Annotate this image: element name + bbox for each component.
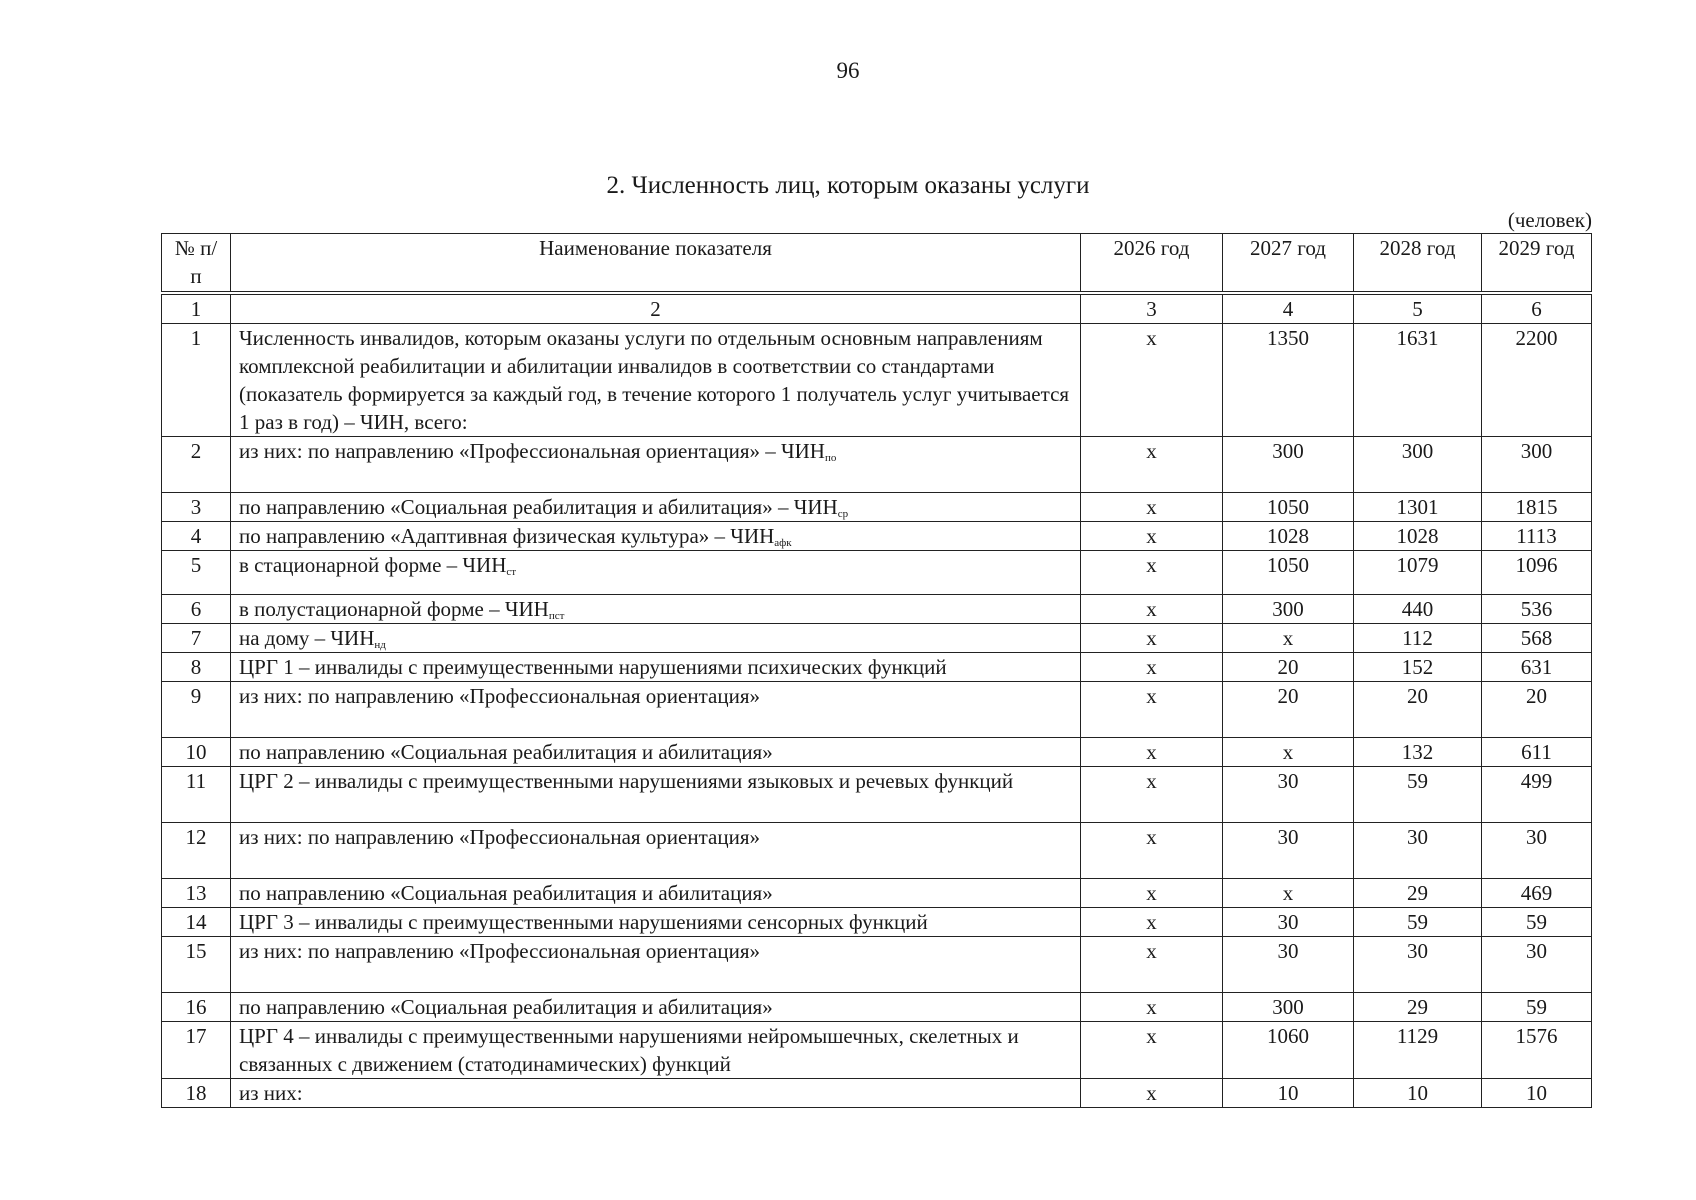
row-number: 10 [162, 737, 231, 766]
value-2027: 20 [1223, 652, 1354, 681]
value-2026: х [1081, 936, 1223, 992]
header-row [162, 234, 1592, 293]
value-2029: 1576 [1482, 1021, 1592, 1078]
value-2027: 300 [1223, 992, 1354, 1021]
value-2028: 1129 [1354, 1021, 1482, 1078]
column-number: 3 [1081, 293, 1223, 324]
indicator-text: по направлению «Адаптивная физическая культура» – ЧИН [239, 523, 775, 548]
indicator-text: по направлению «Социальная реабилитация и абилитация» [239, 880, 773, 905]
value-2026: х [1081, 766, 1223, 822]
value-2029: 1113 [1482, 521, 1592, 550]
value-2028: 29 [1354, 992, 1482, 1021]
value-2026: х [1081, 652, 1223, 681]
table-row [162, 623, 1592, 652]
value-2026: х [1081, 521, 1223, 550]
table-row [162, 878, 1592, 907]
value-2026: х [1081, 594, 1223, 623]
header-name: Наименование показателя [231, 234, 1081, 293]
column-number: 2 [231, 293, 1081, 324]
table-row [162, 737, 1592, 766]
value-2028: 1631 [1354, 323, 1482, 436]
value-2029: 30 [1482, 822, 1592, 878]
table-title: 2. Численность лиц, которым оказаны услуги [606, 172, 1090, 199]
row-number: 9 [162, 681, 231, 737]
value-2029: 2200 [1482, 323, 1592, 436]
header-2028: 2028 год [1354, 234, 1482, 293]
value-2026: х [1081, 323, 1223, 436]
indicator-subscript: нд [374, 638, 386, 651]
table-row [162, 521, 1592, 550]
value-2028: 440 [1354, 594, 1482, 623]
value-2028: 20 [1354, 681, 1482, 737]
table-row [162, 1021, 1592, 1078]
value-2026: х [1081, 907, 1223, 936]
table-row [162, 594, 1592, 623]
row-number: 3 [162, 492, 231, 521]
value-2029: 30 [1482, 936, 1592, 992]
row-number: 14 [162, 907, 231, 936]
column-number: 5 [1354, 293, 1482, 324]
indicator-text: ЦРГ 2 – инвалиды с преимущественными нарушениями языковых и речевых функций [239, 768, 1014, 793]
indicator-subscript: по [824, 451, 837, 464]
indicator-name [231, 936, 1081, 992]
indicator-name [231, 907, 1081, 936]
indicator-name [231, 323, 1081, 436]
value-2028: 29 [1354, 878, 1482, 907]
value-2027: 30 [1223, 907, 1354, 936]
indicator-subscript: ст [506, 565, 517, 578]
row-number: 18 [162, 1078, 231, 1107]
indicator-text: из них: по направлению «Профессиональная ориентация» [239, 683, 760, 708]
table-row [162, 681, 1592, 737]
indicator-name [231, 737, 1081, 766]
indicator-text: на дому – ЧИН [239, 625, 375, 650]
indicator-name [231, 1078, 1081, 1107]
value-2027: 1050 [1223, 492, 1354, 521]
indicator-text: из них: по направлению «Профессиональная ориентация» [239, 938, 760, 963]
page-number: 96 [836, 58, 860, 83]
table-row [162, 936, 1592, 992]
value-2026: х [1081, 737, 1223, 766]
value-2026: х [1081, 822, 1223, 878]
row-number: 12 [162, 822, 231, 878]
value-2028: 132 [1354, 737, 1482, 766]
table-row [162, 550, 1592, 594]
value-2027: 300 [1223, 594, 1354, 623]
value-2029: 499 [1482, 766, 1592, 822]
indicator-text: по направлению «Социальная реабилитация и абилитация» [239, 739, 773, 764]
row-number: 11 [162, 766, 231, 822]
header-2029: 2029 год [1482, 234, 1592, 293]
row-number: 17 [162, 1021, 231, 1078]
value-2029: 10 [1482, 1078, 1592, 1107]
value-2028: 59 [1354, 907, 1482, 936]
table-row [162, 492, 1592, 521]
value-2028: 59 [1354, 766, 1482, 822]
indicator-name [231, 594, 1081, 623]
table-row [162, 766, 1592, 822]
value-2029: 536 [1482, 594, 1592, 623]
value-2027: 30 [1223, 822, 1354, 878]
indicator-text: ЦРГ 1 – инвалиды с преимущественными нарушениями психических функций [239, 654, 947, 679]
indicator-name [231, 652, 1081, 681]
indicator-name [231, 766, 1081, 822]
column-number: 6 [1482, 293, 1592, 324]
value-2026: х [1081, 492, 1223, 521]
table-row [162, 323, 1592, 436]
table-row [162, 822, 1592, 878]
value-2027: х [1223, 623, 1354, 652]
value-2029: 300 [1482, 436, 1592, 492]
value-2028: 1301 [1354, 492, 1482, 521]
units-label: (человек) [1507, 208, 1592, 232]
table-body [162, 323, 1592, 1107]
indicator-name [231, 521, 1081, 550]
value-2027: 10 [1223, 1078, 1354, 1107]
value-2027: х [1223, 737, 1354, 766]
row-number: 15 [162, 936, 231, 992]
table-row [162, 1078, 1592, 1107]
value-2026: х [1081, 992, 1223, 1021]
table-row [162, 907, 1592, 936]
indicator-name [231, 550, 1081, 594]
indicator-subscript: пст [548, 609, 565, 622]
value-2027: 300 [1223, 436, 1354, 492]
column-number: 1 [162, 293, 231, 324]
indicator-subscript: афк [774, 536, 792, 549]
indicator-name [231, 878, 1081, 907]
value-2029: 59 [1482, 907, 1592, 936]
indicator-text: в стационарной форме – ЧИН [239, 552, 507, 577]
value-2029: 631 [1482, 652, 1592, 681]
indicator-name [231, 1021, 1081, 1078]
value-2027: 30 [1223, 766, 1354, 822]
column-number-row [162, 293, 1592, 324]
value-2029: 568 [1482, 623, 1592, 652]
indicator-text: из них: по направлению «Профессиональная ориентация» – ЧИН [239, 438, 825, 463]
value-2028: 112 [1354, 623, 1482, 652]
row-number: 2 [162, 436, 231, 492]
value-2026: х [1081, 436, 1223, 492]
value-2027: 1050 [1223, 550, 1354, 594]
indicator-text: Численность инвалидов, которым оказаны услуги по отдельным основным направлениям комплексной реабилитации и абилитации инвалидов в соответствии со стандартами (показатель формируется за каждый год, в течение которого 1 получатель услуг учитывается 1 раз в год) – ЧИН, всего: [239, 325, 1070, 434]
indicator-name [231, 492, 1081, 521]
row-number: 6 [162, 594, 231, 623]
value-2029: 611 [1482, 737, 1592, 766]
value-2027: х [1223, 878, 1354, 907]
value-2029: 469 [1482, 878, 1592, 907]
row-number: 13 [162, 878, 231, 907]
row-number: 16 [162, 992, 231, 1021]
indicator-text: ЦРГ 3 – инвалиды с преимущественными нарушениями сенсорных функций [239, 909, 928, 934]
value-2029: 20 [1482, 681, 1592, 737]
header-2026: 2026 год [1081, 234, 1223, 293]
value-2028: 1079 [1354, 550, 1482, 594]
indicator-name [231, 681, 1081, 737]
value-2026: х [1081, 550, 1223, 594]
indicator-text: из них: по направлению «Профессиональная ориентация» [239, 824, 760, 849]
value-2028: 1028 [1354, 521, 1482, 550]
indicator-text: по направлению «Социальная реабилитация и абилитация» [239, 994, 773, 1019]
indicator-text: из них: [239, 1080, 303, 1105]
value-2028: 30 [1354, 936, 1482, 992]
table-row [162, 992, 1592, 1021]
value-2026: х [1081, 623, 1223, 652]
value-2026: х [1081, 878, 1223, 907]
indicator-text: по направлению «Социальная реабилитация и абилитация» – ЧИН [239, 494, 838, 519]
value-2026: х [1081, 1021, 1223, 1078]
value-2029: 59 [1482, 992, 1592, 1021]
value-2027: 1028 [1223, 521, 1354, 550]
value-2028: 10 [1354, 1078, 1482, 1107]
value-2027: 20 [1223, 681, 1354, 737]
value-2027: 1350 [1223, 323, 1354, 436]
indicator-subscript: ср [837, 507, 849, 520]
value-2028: 300 [1354, 436, 1482, 492]
indicator-text: ЦРГ 4 – инвалиды с преимущественными нарушениями нейромышечных, скелетных и связанных с движением (статодинамических) функций [239, 1023, 1019, 1076]
value-2026: х [1081, 681, 1223, 737]
row-number: 4 [162, 521, 231, 550]
header-2027: 2027 год [1223, 234, 1354, 293]
value-2029: 1096 [1482, 550, 1592, 594]
column-number: 4 [1223, 293, 1354, 324]
row-number: 8 [162, 652, 231, 681]
indicator-name [231, 623, 1081, 652]
indicator-name [231, 436, 1081, 492]
value-2027: 1060 [1223, 1021, 1354, 1078]
value-2028: 152 [1354, 652, 1482, 681]
row-number: 7 [162, 623, 231, 652]
value-2028: 30 [1354, 822, 1482, 878]
row-number: 5 [162, 550, 231, 594]
indicator-name [231, 822, 1081, 878]
indicators-table [161, 233, 1592, 1108]
table-row [162, 652, 1592, 681]
value-2029: 1815 [1482, 492, 1592, 521]
value-2027: 30 [1223, 936, 1354, 992]
value-2026: х [1081, 1078, 1223, 1107]
table-row [162, 436, 1592, 492]
indicator-name [231, 992, 1081, 1021]
header-num: № п/п [162, 234, 231, 293]
indicator-text: в полустационарной форме – ЧИН [239, 596, 549, 621]
row-number: 1 [162, 323, 231, 436]
